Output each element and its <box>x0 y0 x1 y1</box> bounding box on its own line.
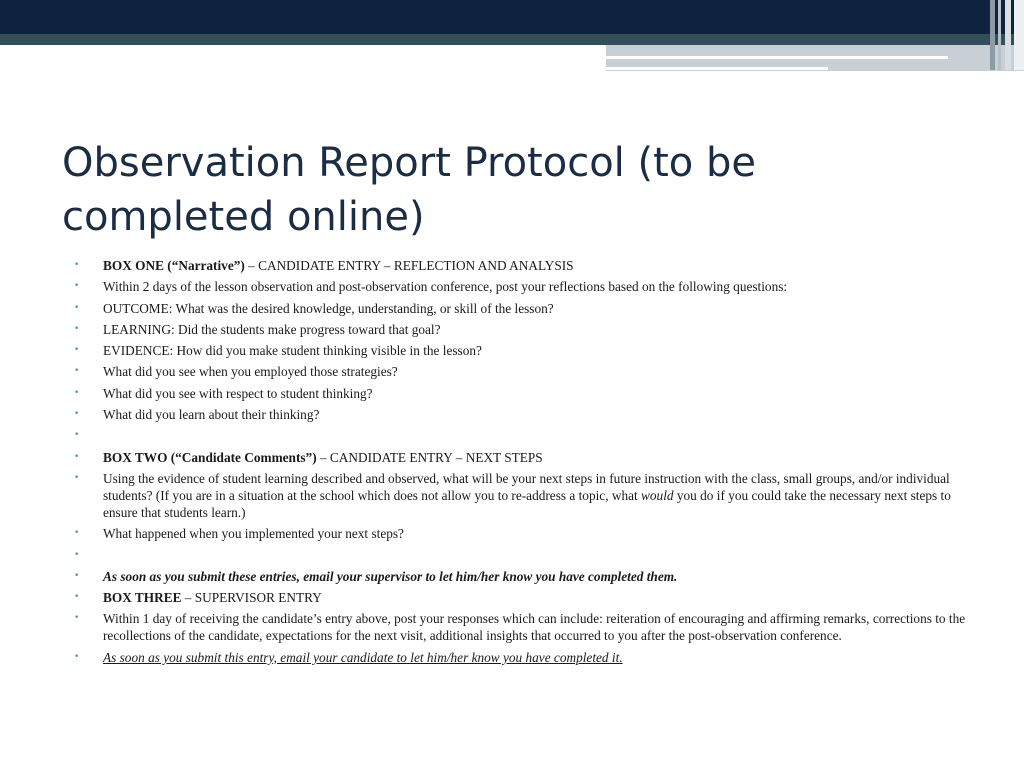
empty-list-item <box>74 547 974 564</box>
header-stripe <box>1005 0 1011 70</box>
list-item <box>74 385 974 402</box>
bullet-icon: • <box>74 651 80 662</box>
header-stripes <box>990 0 1024 70</box>
list-item-text: What did you see when you employed those strategies? <box>103 364 398 380</box>
list-item <box>74 300 974 317</box>
bullet-icon: • <box>74 613 80 624</box>
bullet-icon: • <box>74 281 80 292</box>
list-item <box>74 342 974 359</box>
box-three-subheading: – SUPERVISOR ENTRY <box>181 590 322 606</box>
header-stripe <box>998 0 1001 70</box>
bullet-list <box>74 257 974 666</box>
list-item-text: What did you learn about their thinking? <box>103 407 320 423</box>
header-accent-line <box>606 56 948 59</box>
bullet-icon: • <box>74 323 80 334</box>
bullet-icon: • <box>74 528 80 539</box>
bullet-icon: • <box>74 366 80 377</box>
bullet-icon: • <box>74 570 80 581</box>
supervisor-instruction: As soon as you submit this entry, email your candidate to let him/her know you have completed it. <box>103 649 623 665</box>
bullet-icon: • <box>74 260 80 270</box>
list-item-text: Within 1 day of receiving the candidate’s entry above, post your responses which can include: reiteration of encouraging and affirming remarks, corrections to the recollections of the candidate, expectations for the next visit, additional insights that occurred to you after the post-observation conference. <box>103 611 966 644</box>
empty-list-item <box>74 427 974 444</box>
list-item-text: EVIDENCE: How did you make student thinking visible in the lesson? <box>103 343 482 359</box>
bullet-icon: • <box>74 472 80 483</box>
box-two-subheading: – CANDIDATE ENTRY – NEXT STEPS <box>316 449 543 465</box>
header-accent-line <box>606 67 828 70</box>
list-item-text: LEARNING: Did the students make progress toward that goal? <box>103 321 441 337</box>
box-two-heading: BOX TWO (“Candidate Comments”) <box>103 449 317 465</box>
emphasis-text: would <box>641 487 674 503</box>
list-item <box>74 321 974 338</box>
list-item-text: What happened when you implemented your next steps? <box>103 526 404 542</box>
list-item <box>74 278 974 295</box>
list-item <box>74 649 974 666</box>
list-item <box>74 257 974 274</box>
list-item <box>74 610 974 644</box>
list-item <box>74 449 974 466</box>
list-item <box>74 525 974 542</box>
header-stripe <box>990 0 995 70</box>
bullet-icon: • <box>74 345 80 356</box>
list-item <box>74 470 974 521</box>
bullet-icon: • <box>74 302 80 313</box>
box-one-heading: BOX ONE (“Narrative”) <box>103 258 245 273</box>
list-item-text: OUTCOME: What was the desired knowledge, understanding, or skill of the lesson? <box>103 300 554 316</box>
slide-body <box>74 257 974 670</box>
box-one-subheading: – CANDIDATE ENTRY – REFLECTION AND ANALYSIS <box>244 258 574 273</box>
list-item <box>74 406 974 423</box>
header-navy-band <box>0 0 1024 34</box>
bullet-icon: • <box>74 409 80 420</box>
bullet-icon: • <box>74 387 80 398</box>
bullet-icon: • <box>74 430 80 441</box>
list-item-text: Using the evidence of student learning described and observed, what will be your next steps in future instruction with the class, small groups, and/or individual students? (If you are in a situation at the school which does not allow you to re-address a topic, what <box>103 470 950 503</box>
bullet-icon: • <box>74 549 80 560</box>
header-teal-band <box>0 34 1024 45</box>
header-stripe <box>1014 0 1024 70</box>
slide-title: Observation Report Protocol (to be completed online) <box>62 140 756 240</box>
list-item <box>74 363 974 380</box>
box-three-heading: BOX THREE <box>103 590 182 606</box>
candidate-instruction: As soon as you submit these entries, email your supervisor to let him/her know you have completed them. <box>103 568 678 584</box>
bullet-icon: • <box>74 592 80 603</box>
list-item-text: Within 2 days of the lesson observation and post-observation conference, post your reflections based on the following questions: <box>103 279 788 295</box>
list-item <box>74 589 974 606</box>
list-item-text: you do if you could take the necessary next steps to ensure that students learn.) <box>103 487 951 520</box>
bullet-icon: • <box>74 451 80 462</box>
list-item <box>74 568 974 585</box>
list-item-text: What did you see with respect to student thinking? <box>103 385 373 401</box>
